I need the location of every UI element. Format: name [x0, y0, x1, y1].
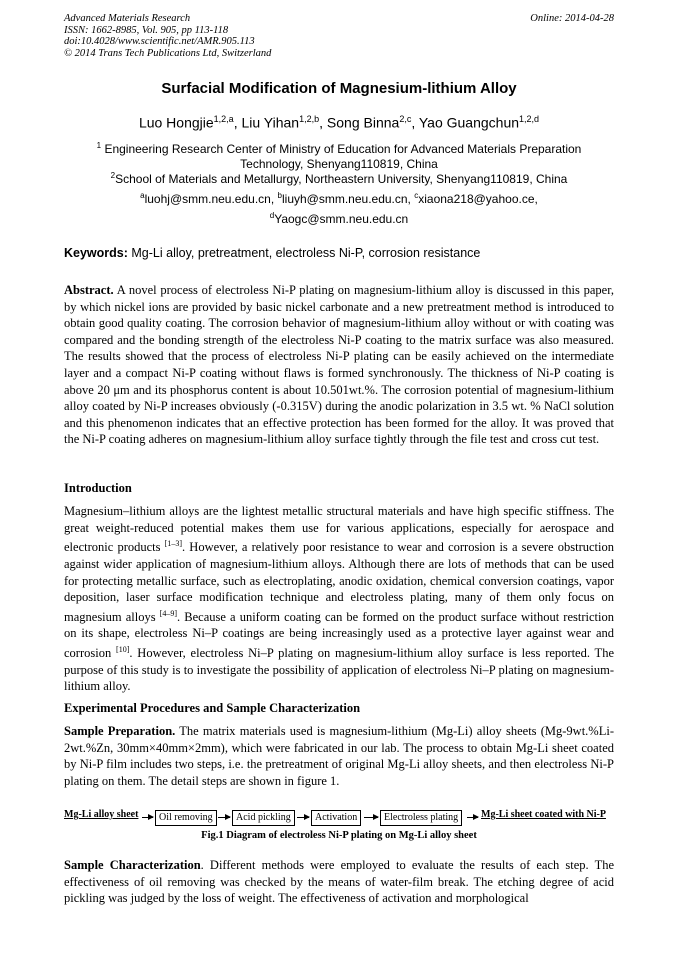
- citation: [10]: [116, 645, 130, 655]
- copyright-line: © 2014 Trans Tech Publications Ltd, Switzerland: [64, 47, 272, 59]
- email-address: Yaogc@smm.neu.edu.cn: [274, 212, 409, 226]
- flow-arrow: [297, 817, 309, 818]
- flow-step-box: Oil removing: [155, 810, 217, 826]
- author-affiliation-mark: 1,2,a: [213, 114, 234, 124]
- author-name: Liu Yihan: [241, 114, 300, 131]
- email-address: xiaona218@yahoo.ce,: [418, 192, 538, 206]
- author-name: Yao Guangchun: [418, 114, 520, 131]
- introduction-paragraph: Magnesium–lithium alloys are the lightest metallic structural materials and have high specific stiffness. The great weight-reduced potential makes them use for various applications, especially for aerospace and electronic products [1–3]. However, a relatively poor resistance to wear and corrosion is a severe obstruction against wider application of magnesium-lithium alloys. Although there are lots of methods that can be used for protecting metallic surface, such as electroplating, anodic oxidation, chemical conversion coatings, vapor deposition, laser surface modification technique and electroless plating, many of them only focus on magnesium alloys [4–9]. Because a uniform coating can be formed on the product surface without restriction on its shape, electroless Ni–P coatings are being increasingly used as a protective layer against wear and corrosion [10]. However, electroless Ni–P plating on magnesium-lithium alloy surface is less reported. The purpose of this study is to investigate the possibility of application of electroless Ni–P plating on magnesium-lithium alloy.: [64, 504, 615, 694]
- author-affiliation-mark: 1,2,b: [299, 114, 320, 124]
- issn-line: ISSN: 1662-8985, Vol. 905, pp 113-118: [64, 24, 229, 36]
- figure-1-flow-diagram: [64, 808, 614, 828]
- flow-arrow: [467, 817, 478, 818]
- keywords: [64, 246, 480, 260]
- journal-header: [64, 13, 614, 59]
- online-date: Online: 2014-04-28: [530, 13, 614, 24]
- affiliation-2: $^2$School of Materials and Metallurgy, Northeastern University, Shenyang110819, China: [110, 171, 568, 186]
- journal-name: Advanced Materials Research: [64, 13, 191, 24]
- flow-step-box: Acid pickling: [232, 810, 295, 826]
- email-list-line-2: $^d$Yaogc@smm.neu.edu.cn: [269, 211, 409, 226]
- abstract-text: A novel process of electroless Ni-P plating on magnesium-lithium alloy is discussed in this paper, by which nickel ions are provided by basic nickel carbonate and a new pretreatment method is introduced to obtain good quality coating. The corrosion behavior of magnesium-lithium alloy without or with coating was compared and the bonding strength of the electroless Ni-P coating to the matrix surface was also measured. The results showed that the process of electroless Ni-P plating can be easily achieved on the intermediate layer and a compact Ni-P coating without flaws is formed synchronously. The thickness of Ni-P coating is above 20 μm and its phosphorus content is about 10.501wt.%. The corrosion potential of magnesium-lithium alloy coated by Ni-P increases obviously (-0.315V) during the anodic polarization in 3.5 wt. % NaCl solution and this phenomenon indicates that an effective protection has been formed for the alloy. It was proved that the Ni-P coating adheres on magnesium-lithium alloy surface tightly through the file test and cross cut test.: [64, 283, 615, 447]
- flow-arrow: [364, 817, 378, 818]
- sample-characterization-label: Sample Characterization: [64, 858, 201, 872]
- affiliation-1: $^1$ Engineering Research Center of Ministry of Education for Advanced Materials Preparation Technology, Shenyang110819, China: [96, 141, 582, 171]
- flow-start-label: Mg-Li alloy sheet: [64, 809, 139, 820]
- sample-characterization-paragraph: Sample Characterization. Different methods were employed to evaluate the results of each step. The effectiveness of oil removing was checked by the means of water-film break. The etching degree of acid pickling was judged by the loss of weight. The effectiveness of activation and morphological: [64, 858, 615, 906]
- figure-1-caption: Fig.1 Diagram of electroless Ni-P plating on Mg-Li alloy sheet: [201, 830, 477, 841]
- email-address: luohj@smm.neu.edu.cn,: [144, 192, 275, 206]
- abstract-label: Abstract.: [64, 283, 114, 297]
- flow-end-label: Mg-Li sheet coated with Ni-P: [481, 809, 606, 820]
- author-name: Song Binna: [326, 114, 400, 131]
- author-name: Luo Hongjie: [138, 114, 214, 131]
- section-heading-introduction: Introduction: [64, 481, 132, 495]
- section-heading-experimental: Experimental Procedures and Sample Characterization: [64, 701, 361, 715]
- paper-title: Surfacial Modification of Magnesium-lithium Alloy: [161, 80, 517, 97]
- citation: [4–9]: [159, 608, 178, 618]
- doi-line: doi:10.4028/www.scientific.net/AMR.905.113: [64, 36, 255, 47]
- keywords-label: Keywords:: [64, 246, 128, 260]
- author-affiliation-mark: 1,2,d: [519, 114, 540, 124]
- keywords-text: Mg-Li alloy, pretreatment, electroless Ni-P, corrosion resistance: [131, 246, 481, 260]
- abstract: [64, 282, 614, 448]
- citation: [1–3]: [164, 539, 182, 549]
- sample-preparation-paragraph: Sample Preparation. The matrix materials used is magnesium-lithium (Mg-Li) alloy sheets (Mg-9wt.%Li-2wt.%Zn, 30mm×40mm×2mm), which were fabricated in our lab. The process to obtain Mg-Li sheet coated by Ni-P film includes two steps, i.e. the pretreatment of original Mg-Li alloy sheets, and then electroless Ni-P plating on them. The detail steps are shown in figure 1.: [64, 724, 614, 788]
- flow-step-box: Electroless plating: [380, 810, 462, 826]
- author-affiliation-mark: 2,c: [399, 114, 412, 124]
- flow-step-box: Activation: [311, 810, 361, 826]
- flow-arrow: [142, 817, 153, 818]
- email-address: liuyh@smm.neu.edu.cn,: [281, 192, 411, 206]
- author-list: Luo Hongjie$^{1,2,a}$, Liu Yihan$^{1,2,b}$, Song Binna$^{2,c}$, Yao Guangchun$^{1,2,d}$: [138, 114, 540, 131]
- flow-arrow: [218, 817, 230, 818]
- email-list-line-1: $^a$luohj@smm.neu.edu.cn, $^b$liuyh@smm.neu.edu.cn, $^c$xiaona218@yahoo.ce,: [140, 191, 538, 206]
- sample-preparation-label: Sample Preparation.: [64, 724, 176, 738]
